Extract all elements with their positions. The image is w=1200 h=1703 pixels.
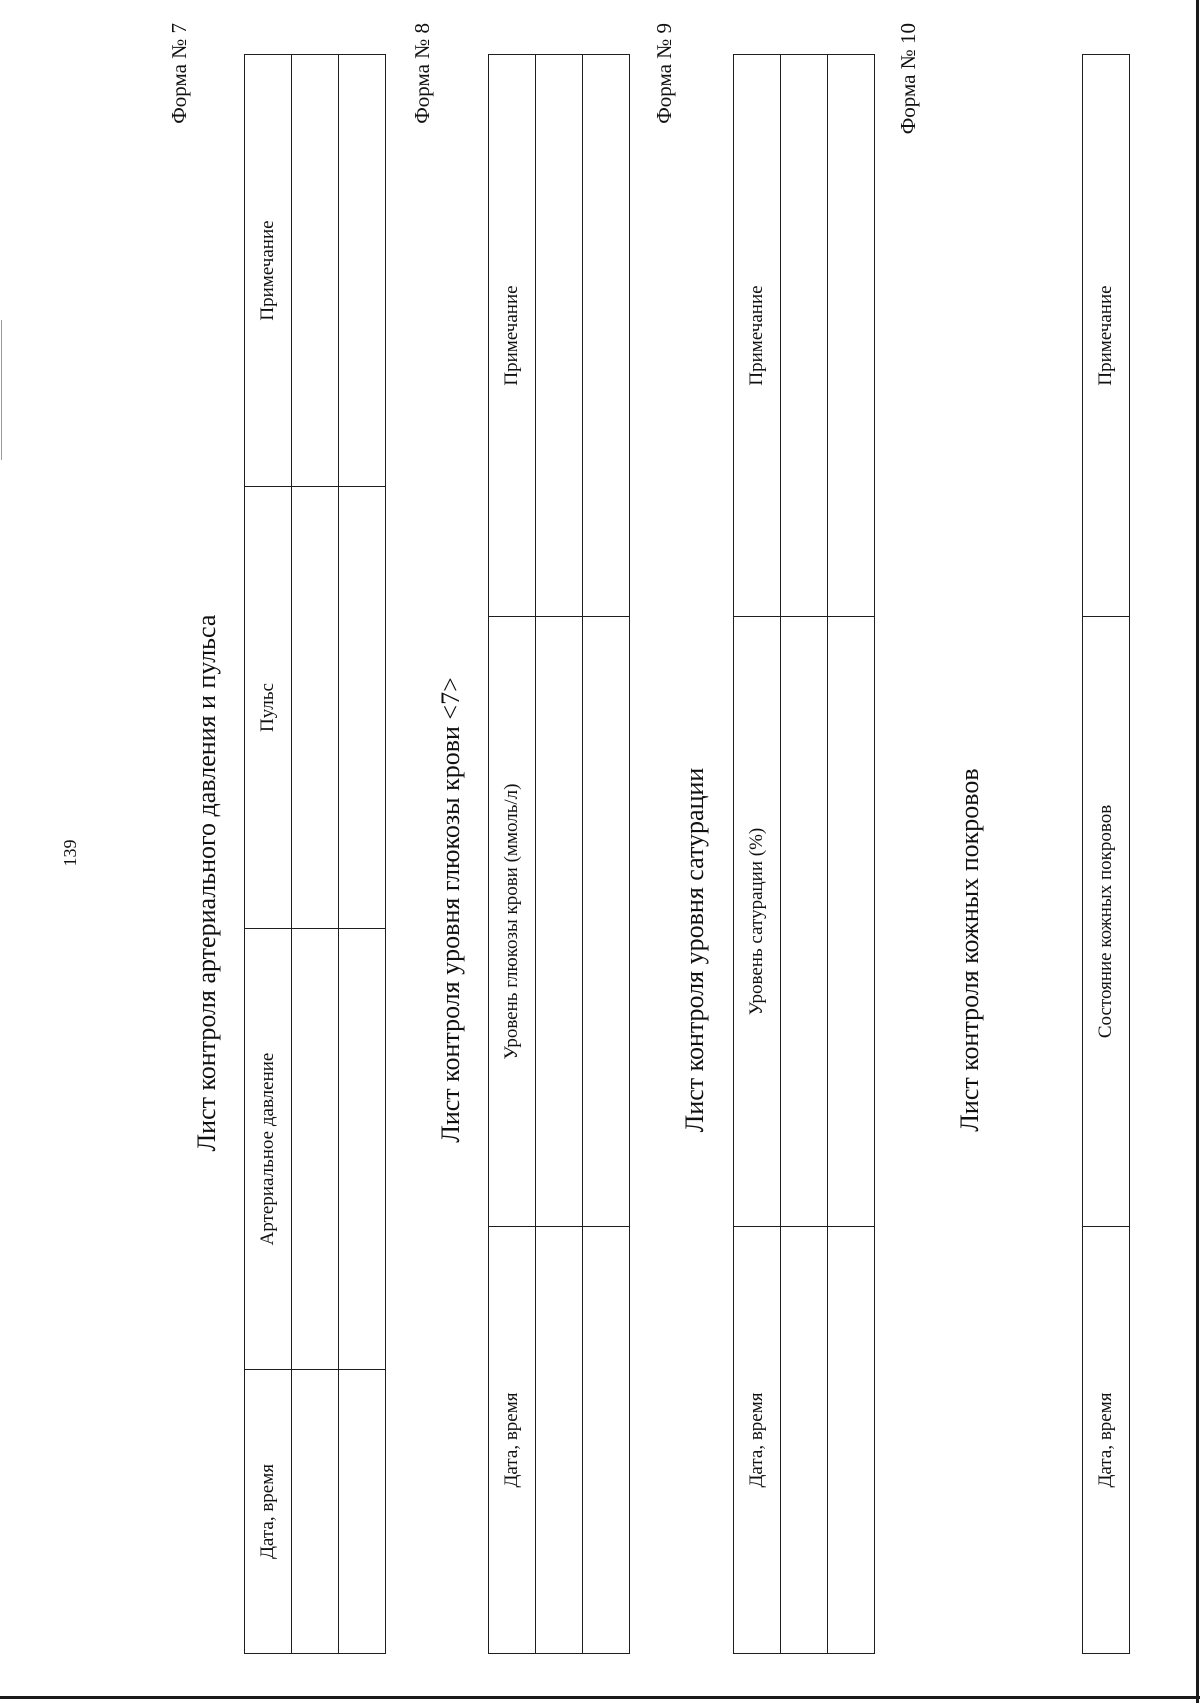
form-9-empty-row xyxy=(781,55,828,1654)
form-8-col-datetime: Дата, время xyxy=(489,1227,536,1654)
form-9-table xyxy=(733,54,875,1654)
form-9-cell[interactable] xyxy=(828,617,875,1227)
form-7-header-row xyxy=(245,55,292,1654)
form-8-header-row xyxy=(489,55,536,1654)
form-10-label: Форма № 10 xyxy=(896,23,920,135)
form-7-title: Лист контроля артериального давления и пульса xyxy=(192,614,221,1152)
form-7-cell[interactable] xyxy=(292,55,339,487)
form-7-cell[interactable] xyxy=(292,487,339,929)
form-8-col-glucose: Уровень глюкозы крови (ммоль/л) xyxy=(489,617,536,1227)
form-9-col-note: Примечание xyxy=(734,55,781,617)
form-8-empty-row xyxy=(583,55,630,1654)
form-7-col-blood-pressure: Артериальное давление xyxy=(245,929,292,1370)
form-10-col-skin-condition: Состояние кожных покровов xyxy=(1083,617,1130,1227)
form-9-header-row xyxy=(734,55,781,1654)
form-7-cell[interactable] xyxy=(339,1370,386,1654)
form-9-cell[interactable] xyxy=(828,55,875,617)
form-10-col-datetime: Дата, время xyxy=(1083,1227,1130,1654)
form-10-table xyxy=(1082,54,1130,1654)
form-9-cell[interactable] xyxy=(781,55,828,617)
form-7-col-datetime: Дата, время xyxy=(245,1370,292,1654)
form-8-empty-row xyxy=(536,55,583,1654)
form-8-table xyxy=(488,54,630,1654)
form-9-cell[interactable] xyxy=(828,1227,875,1654)
form-7-cell[interactable] xyxy=(292,929,339,1370)
form-7-col-note: Примечание xyxy=(245,55,292,487)
form-10-header-row xyxy=(1083,55,1130,1654)
form-9-empty-row xyxy=(828,55,875,1654)
form-9-cell[interactable] xyxy=(781,617,828,1227)
form-9-cell[interactable] xyxy=(781,1227,828,1654)
form-9-col-saturation: Уровень сатурации (%) xyxy=(734,617,781,1227)
form-7-empty-row xyxy=(292,55,339,1654)
form-9-title: Лист контроля уровня сатурации xyxy=(680,767,709,1133)
form-7-cell[interactable] xyxy=(339,929,386,1370)
form-8-title: Лист контроля уровня глюкозы крови <7> xyxy=(436,677,465,1143)
page-number: 139 xyxy=(60,839,80,867)
form-9-col-datetime: Дата, время xyxy=(734,1227,781,1654)
form-10-title: Лист контроля кожных покровов xyxy=(955,768,984,1132)
form-8-cell[interactable] xyxy=(536,1227,583,1654)
form-8-cell[interactable] xyxy=(583,617,630,1227)
form-8-cell[interactable] xyxy=(583,1227,630,1654)
form-8-col-note: Примечание xyxy=(489,55,536,617)
form-7-label: Форма № 7 xyxy=(167,23,191,124)
form-7-cell[interactable] xyxy=(339,487,386,929)
form-7-empty-row xyxy=(339,55,386,1654)
form-7-cell[interactable] xyxy=(292,1370,339,1654)
form-10-col-note: Примечание xyxy=(1083,55,1130,617)
form-7-table xyxy=(244,54,386,1654)
form-7-col-pulse: Пульс xyxy=(245,487,292,929)
form-9-label: Форма № 9 xyxy=(652,23,676,124)
form-8-cell[interactable] xyxy=(536,55,583,617)
form-8-label: Форма № 8 xyxy=(410,23,434,124)
form-8-cell[interactable] xyxy=(583,55,630,617)
form-7-cell[interactable] xyxy=(339,55,386,487)
form-8-cell[interactable] xyxy=(536,617,583,1227)
